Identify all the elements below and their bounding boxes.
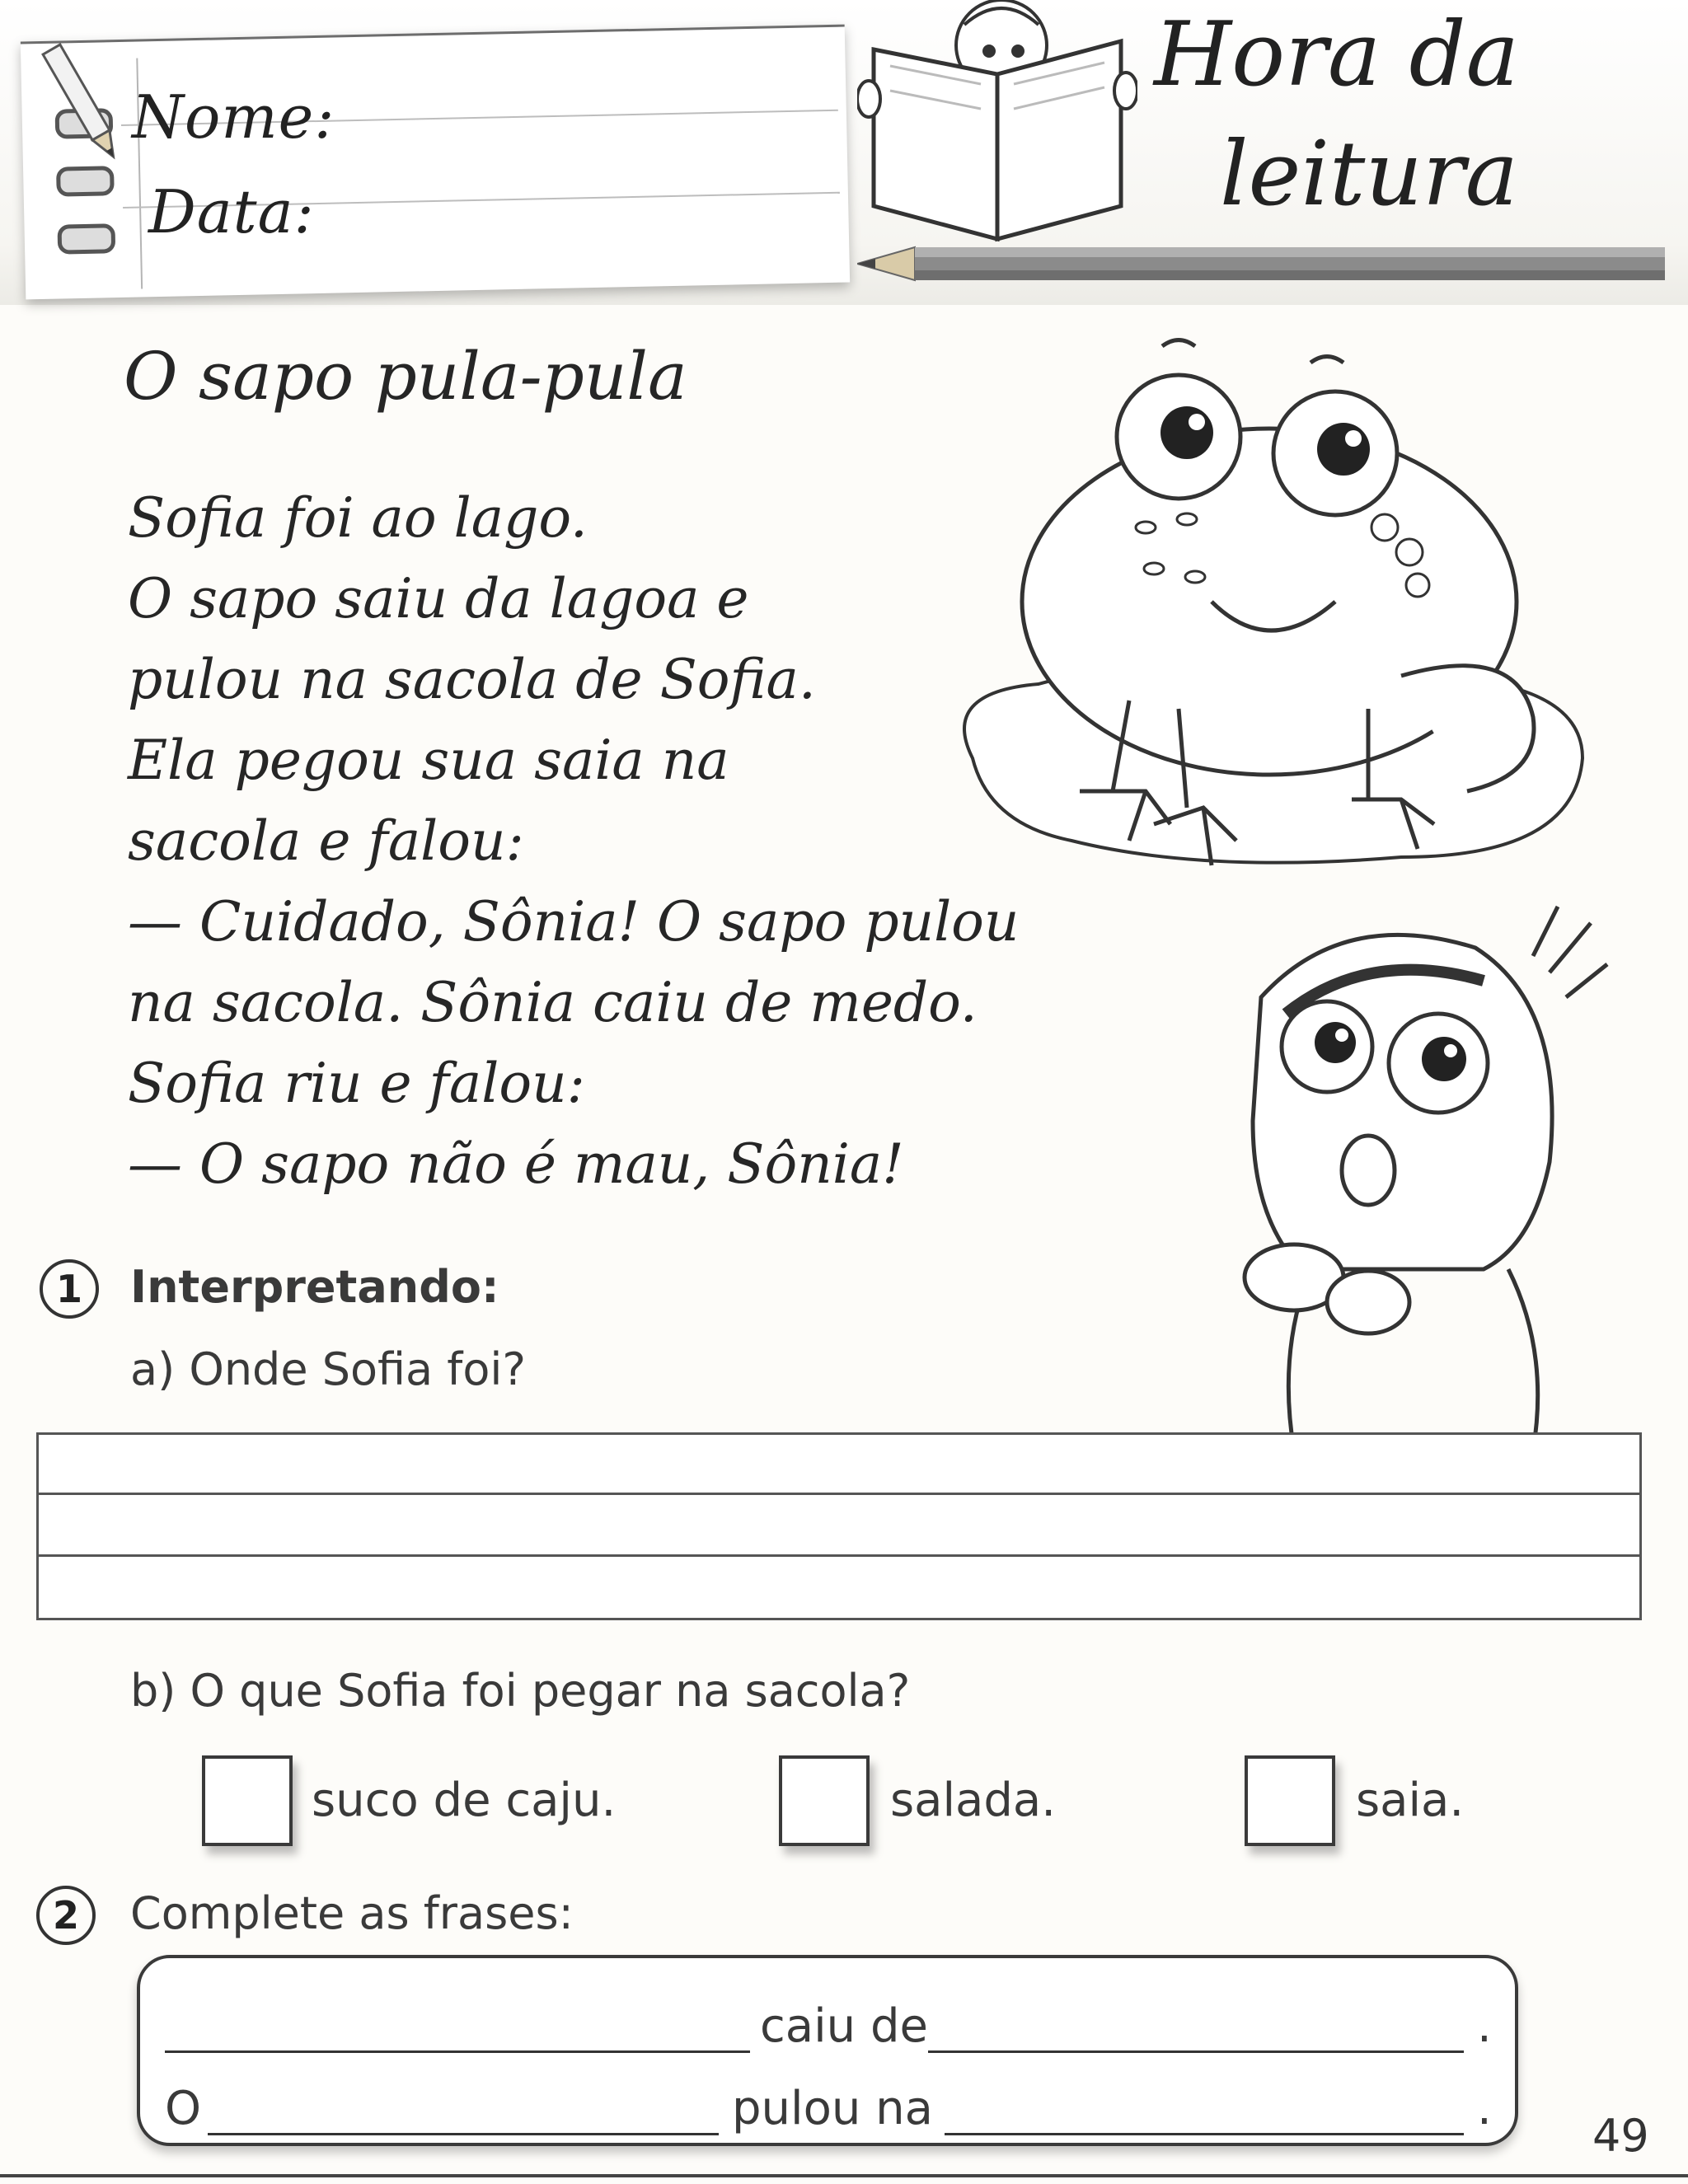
title-line-1: Hora da [1154,3,1520,106]
story-line: — Cuidado, Sônia! O sapo pulou [128,890,1020,954]
story-line: sacola e falou: [128,809,524,873]
checkbox-suco-de-caju[interactable] [202,1755,293,1846]
story-line: na sacola. Sônia caiu de medo. [128,971,978,1034]
answer-lines-1a[interactable] [36,1432,1642,1620]
story-line: Sofia riu e falou: [128,1052,585,1115]
date-label: Data: [148,177,315,246]
blank-4[interactable] [945,2133,1464,2135]
story-line: Sofia foi ao lago. [128,486,588,550]
question-2-number: 2 [36,1886,96,1945]
question-1-heading: Interpretando: [130,1261,499,1313]
bottom-rule [0,2174,1688,2177]
story-line: O sapo saiu da lagoa e [128,567,749,630]
checkbox-salada[interactable] [779,1755,870,1846]
sentence-2-mid: pulou na [732,2082,933,2135]
question-1b-text: b) O que Sofia foi pegar na sacola? [130,1665,911,1717]
blank-1[interactable] [165,2050,750,2053]
story-line: — O sapo não é mau, Sônia! [128,1132,904,1196]
story-line: Ela pegou sua saia na [128,729,729,792]
story-title: O sapo pula-pula [124,338,687,415]
sentence-1-mid: caiu de [760,1999,928,2053]
name-label: Nome: [132,82,335,152]
long-pencil-icon [857,239,1665,288]
complete-sentences-box [137,1955,1518,2146]
option-label-3: saia. [1356,1774,1465,1827]
sentence-1-end: . [1477,1999,1492,2053]
frog-illustration [940,330,1599,890]
question-1-number: 1 [40,1259,99,1319]
pencil-icon [41,33,124,173]
blank-2[interactable] [928,2050,1464,2053]
checkbox-saia[interactable] [1245,1755,1335,1846]
notepad-card [21,25,850,300]
boy-reading-icon [857,0,1137,255]
blank-3[interactable] [208,2133,719,2135]
title-line-2: leitura [1220,123,1518,226]
question-1a-text: a) Onde Sofia foi? [130,1343,527,1395]
sentence-2-end: . [1477,2082,1492,2135]
option-label-2: salada. [890,1774,1057,1827]
page-number: 49 [1592,2110,1649,2162]
story-line: pulou na sacola de Sofia. [128,648,816,711]
option-label-1: suco de caju. [312,1774,617,1827]
sentence-2-start: O [165,2082,202,2135]
girl-illustration [1203,890,1632,1451]
question-2-heading: Complete as frases: [130,1887,574,1939]
